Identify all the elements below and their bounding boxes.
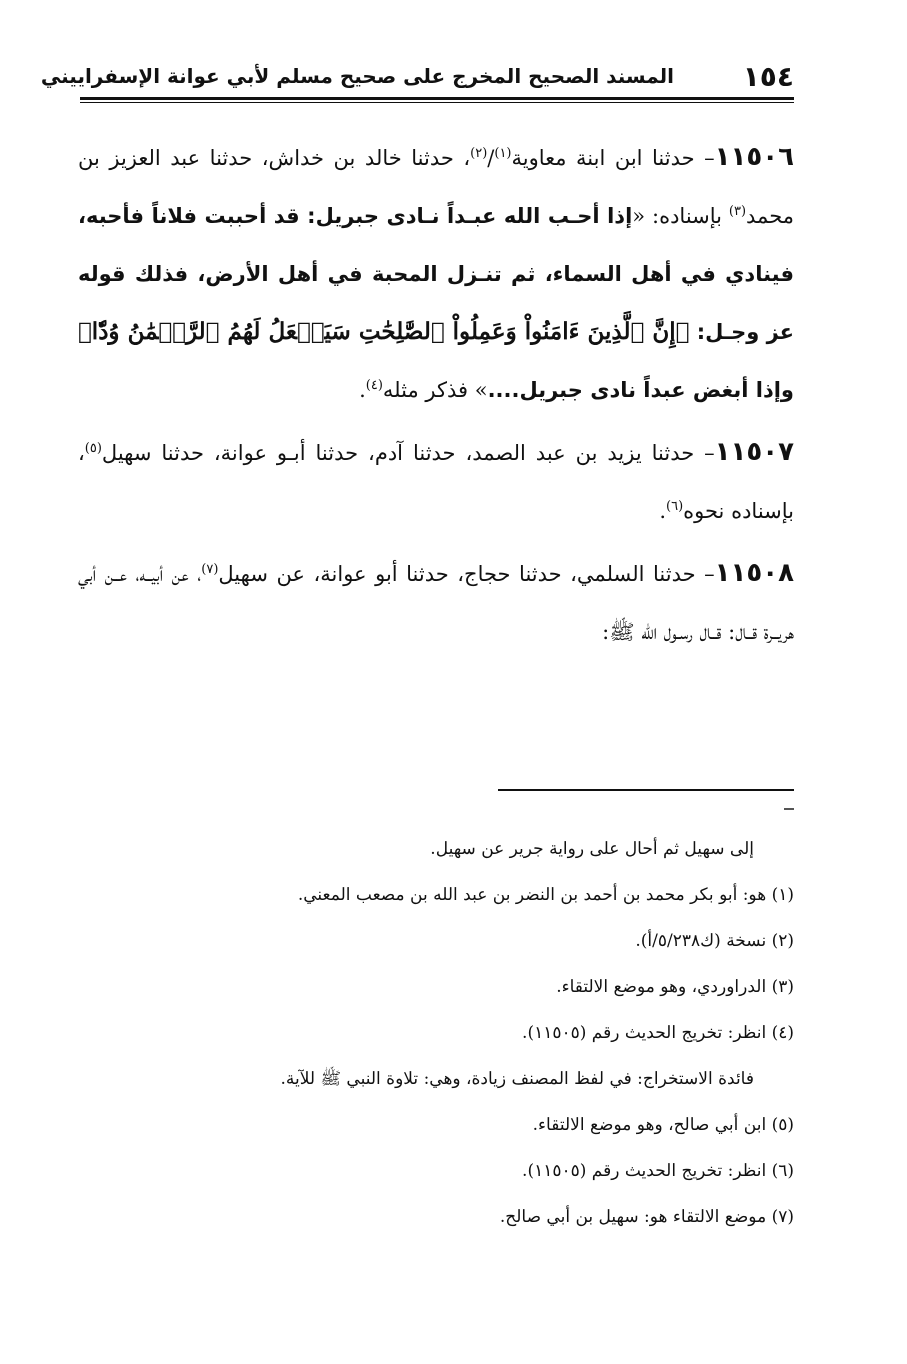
footnote-separator [498,789,794,791]
footnote-3: (٣) الدراوردي، وهو موضع الالتقاء. [556,977,794,997]
hadith-text: . [659,499,666,523]
hadith-matn: وإذا أبغض عبداً نادى جبريل.... [487,378,794,402]
footnote-continuation: إلى سهيل ثم أحال على رواية جرير عن سهيل. [430,839,754,859]
hadith-11506 [78,128,794,419]
footnote-ref: (٢) [470,146,488,161]
footnote-5: (٥) ابن أبي صالح، وهو موضع الالتقاء. [532,1115,794,1135]
footnote-ref: (٣) [728,204,747,219]
hadith-text: – حدثنا السلمي، حدثنا حجاج، حدثنا أبو عوانة، عن سهيل [218,562,715,586]
header-rule [80,97,794,100]
footnote-ref: (٤) [365,378,383,393]
footnote-ref: (٧) [201,562,219,577]
hadith-text: – حدثنا ابن ابنة معاوية [511,146,715,170]
hadith-11507 [78,423,794,540]
footnote-mark [784,808,794,810]
hadith-text: بإسناده: « [632,204,729,228]
footnote-ref: (١) [494,146,512,161]
hadith-matn: إذا أحـب الله عبـداً نـادى جبريل: قد أحببت فلاناً فأحبه، فينادي في أهل السماء، ثم تنـزل المحبة في أهل الأرض، فذلك قوله عز وجـل: [78,204,794,344]
page-number: ١٥٤ [742,60,794,93]
header-rule-thin [80,102,794,103]
hadith-text: / [487,146,495,170]
running-title: المسند الصحيح المخرج على صحيح مسلم لأبي عوانة الإسفراييني [40,64,674,88]
footnote-6: (٦) انظر: تخريج الحديث رقم (١١٥٠٥). [522,1161,794,1181]
footnotes [200,826,794,1240]
hadith-text: . [359,378,366,402]
hadith-text: – حدثنا يزيد بن عبد الصمد، حدثنا آدم، حدثنا أبـو عوانة، حدثنا سهيل [101,441,715,465]
hadith-text: ، حدثنا خالد بن خداش، حدثنا عبد العزيز بن محمد [78,146,794,228]
hadith-number: ١١٥٠٦ [714,142,795,172]
hadith-text: ، بإسناده نحوه [78,441,794,523]
main-text [78,128,794,665]
footnote-2: (٢) نسخة (ك٥/٢٣٨/أ). [635,931,794,951]
footnote-1: (١) هو: أبو بكر محمد بن أحمد بن النضر بن عبد الله بن مصعب المعني. [297,885,794,905]
footnote-4-note: فائدة الاستخراج: في لفظ المصنف زيادة، وهي: تلاوة النبي ﷺ للآية. [280,1069,754,1089]
quran-verse: ﴿إِنَّ ٱلَّذِينَ ءَامَنُواْ وَعَمِلُواْ ٱلصَّٰلِحَٰتِ سَيَجۡعَلُ لَهُمُ ٱلرَّحۡمَٰنُ وُدّٗا﴾ [78,318,690,345]
hadith-text: ، عن أبيــه، عــن أبي هريــرة قــال: قــال رسـول الله ﷺ: [78,562,794,644]
hadith-number: ١١٥٠٨ [714,558,794,588]
page-header [40,60,794,100]
footnote-ref: (٦) [666,499,684,514]
hadith-text: » فذكر مثله [382,378,488,402]
footnote-7: (٧) موضع الالتقاء هو: سهيل بن أبي صالح. [499,1207,794,1227]
footnote-4: (٤) انظر: تخريج الحديث رقم (١١٥٠٥). [522,1023,794,1043]
footnote-ref: (٥) [84,441,102,456]
hadith-11508 [78,544,794,661]
hadith-number: ١١٥٠٧ [714,437,794,467]
